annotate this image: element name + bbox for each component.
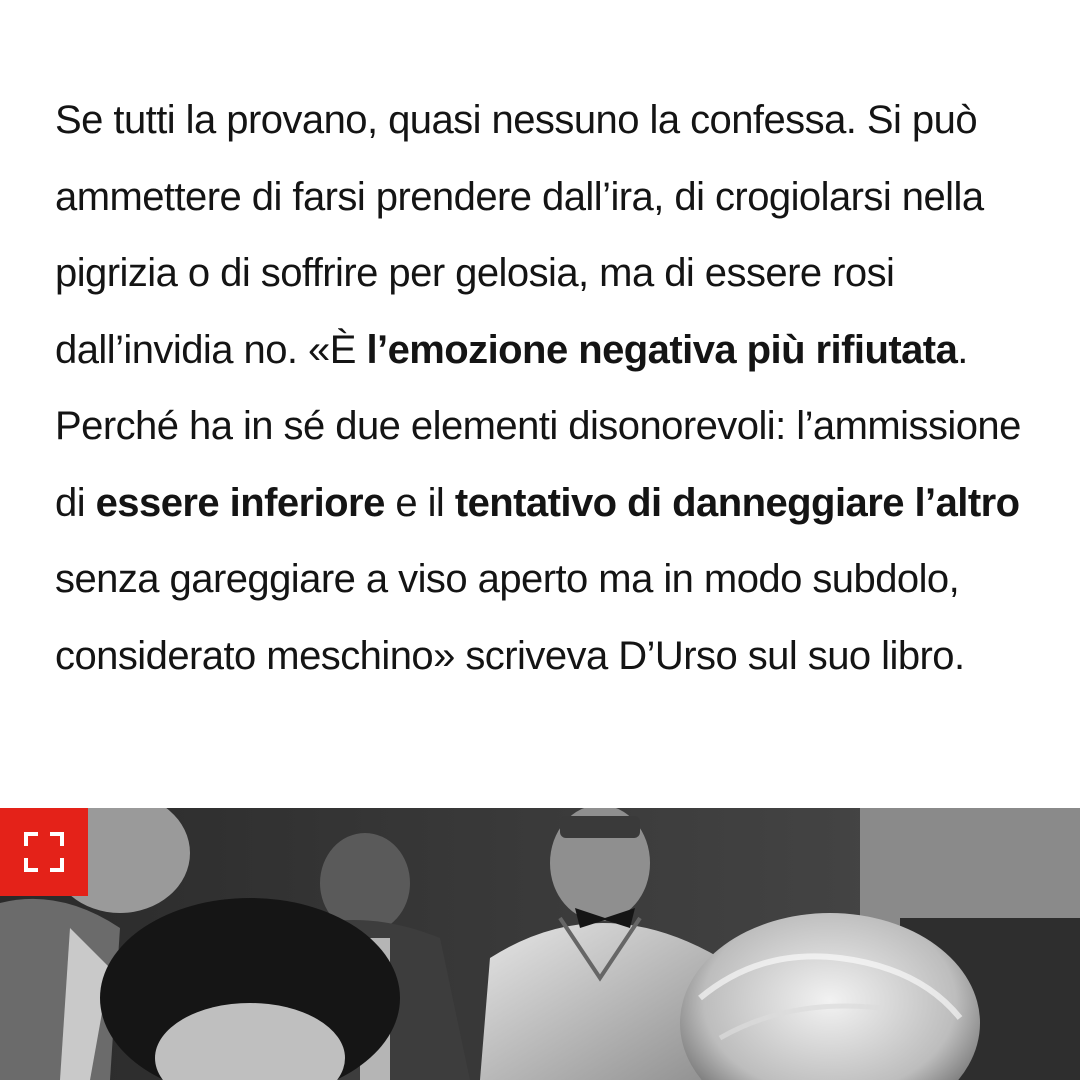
text-segment: senza gareggiare a viso aperto ma in modo subdolo, considerato meschino» scriveva D’Urso sul suo libro. [55,557,965,678]
bold-phrase: tentativo di danneggiare l’altro [454,480,1020,525]
text-segment: . Perché ha in sé due elementi disonorevoli: l’ammissione di [55,327,1021,525]
bold-phrase: essere inferiore [95,480,385,525]
text-segment: Se tutti la provano, quasi nessuno la confessa. Si può ammettere di farsi prendere dall’ira, di crogiolarsi nella pigrizia o di soffrire per gelosia, ma di essere rosi dall’invidia no. «È [55,98,984,372]
photo-illustration [0,808,1080,1080]
bold-phrase: l’emozione negativa più rifiutata [366,327,958,372]
article-photo[interactable] [0,808,1080,1080]
fullscreen-button[interactable] [0,808,88,896]
article-paragraph [55,82,1045,694]
text-segment: e il [384,480,455,525]
fullscreen-corners-icon [24,832,64,872]
